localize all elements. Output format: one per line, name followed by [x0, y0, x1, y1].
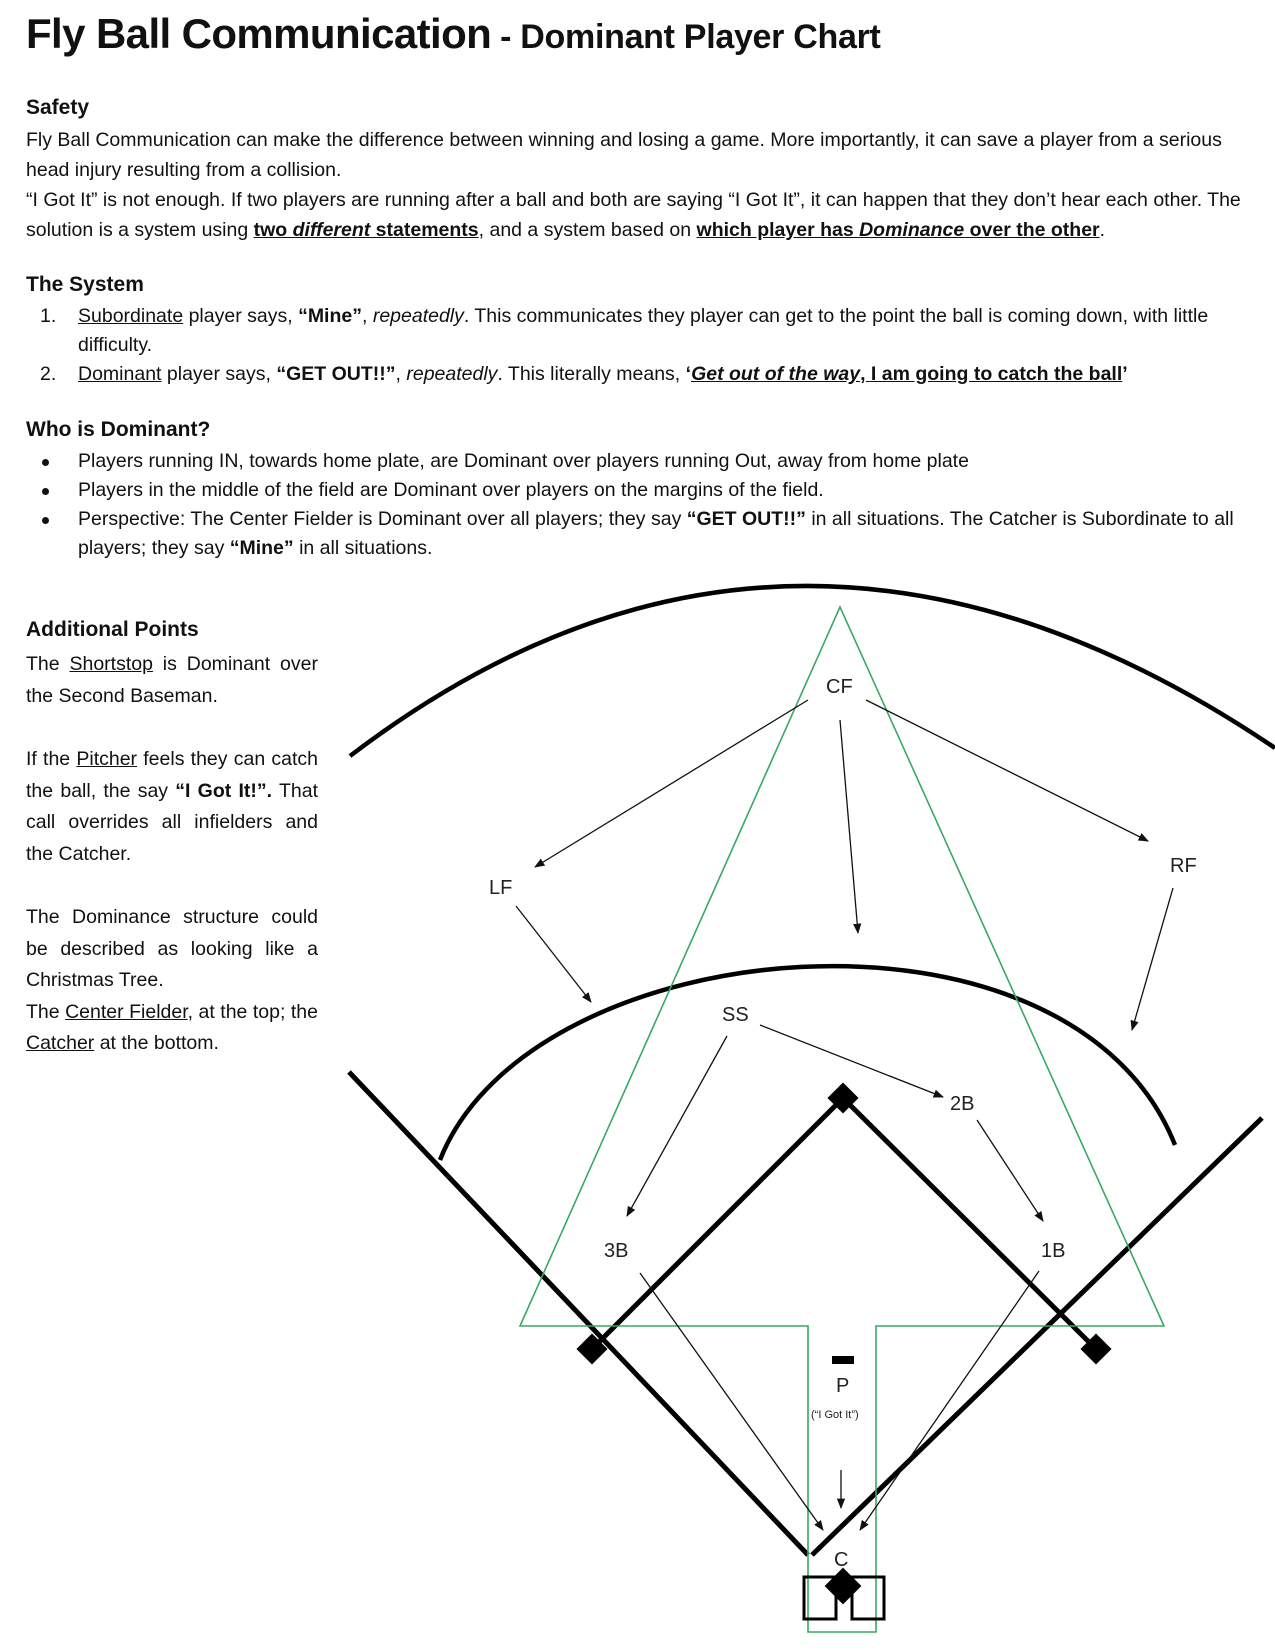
- arrow-cf-to-lf: [535, 700, 808, 867]
- safety-heading: Safety: [26, 96, 90, 119]
- title-separator: -: [500, 18, 512, 56]
- safety-paragraph-1: Fly Ball Communication can make the difference between winning and losing a game. More importantly, it can save a player from a serious head injury resulting from a collision.: [26, 129, 1222, 181]
- says-text: player says,: [183, 305, 299, 327]
- comma-text: ,: [361, 305, 373, 327]
- label-1b: 1B: [1041, 1240, 1066, 1262]
- call-get-out: “GET OUT!!”: [686, 508, 806, 530]
- label-pitcher: P: [836, 1375, 850, 1397]
- text: That call overrides all infielders and the Catcher.: [26, 779, 318, 865]
- text: If the: [26, 748, 77, 770]
- item-rest-text: . This literally means,: [497, 363, 686, 385]
- text: The: [26, 653, 70, 675]
- text: is Dominant over the Second Baseman.: [26, 653, 318, 707]
- quote-open: ‘: [685, 363, 692, 385]
- call-get-out: “GET OUT!!”: [276, 363, 396, 385]
- label-catcher: C: [834, 1549, 849, 1571]
- label-ss: SS: [722, 1004, 749, 1026]
- emph-over-other: over the other: [964, 219, 1100, 241]
- bullet-text: Players in the middle of the field are Dominant over players on the margins of the field.: [78, 479, 824, 501]
- title-main: Fly Ball Communication: [26, 10, 492, 57]
- role-dominant: Dominant: [78, 363, 162, 385]
- role-subordinate: Subordinate: [78, 305, 184, 327]
- additional-points-heading: Additional Points: [26, 618, 199, 641]
- dominance-tree-outline: [520, 607, 1164, 1632]
- label-rf: RF: [1170, 855, 1197, 877]
- center-fielder-text: Center Fielder: [65, 1000, 188, 1023]
- label-3b: 3B: [604, 1240, 629, 1262]
- text: at the bottom.: [94, 1032, 219, 1054]
- foul-line-left: [349, 1072, 808, 1555]
- call-i-got-it: “I Got It!”.: [175, 779, 273, 802]
- call-mine: “Mine”: [229, 537, 294, 559]
- title-subtitle: Dominant Player Chart: [520, 18, 881, 56]
- system-heading: The System: [26, 273, 144, 296]
- list-number: 2.: [40, 363, 57, 385]
- repeatedly-text: repeatedly: [406, 363, 498, 385]
- quote-rest: , I am going to catch the ball: [860, 363, 1123, 385]
- arrow-ss-to-2b: [760, 1025, 943, 1097]
- text: The: [26, 1000, 66, 1023]
- arrow-rf-in: [1132, 888, 1173, 1030]
- text: feels they can catch the ball, the say: [26, 748, 318, 802]
- arrow-2b-to-1b: [977, 1120, 1043, 1221]
- arrow-cf-down: [840, 720, 858, 933]
- arrow-ss-to-3b: [627, 1036, 727, 1216]
- bullet-text: Perspective: The Center Fielder is Dominant over all players; they say: [78, 508, 687, 530]
- quote-close: ’: [1122, 363, 1128, 385]
- text: , at the top; the: [187, 1000, 318, 1023]
- comma-text: ,: [395, 363, 407, 385]
- quote-italic: Get out of the way: [691, 363, 861, 385]
- safety-p2-text-e: .: [1099, 219, 1106, 241]
- label-lf: LF: [489, 877, 513, 899]
- emph-dominance: Dominance: [859, 219, 965, 241]
- says-text: player says,: [161, 363, 277, 385]
- label-2b: 2B: [950, 1093, 975, 1115]
- emph-two: two: [253, 219, 293, 241]
- emph-which-player: which player has: [696, 219, 860, 241]
- outfield-fence: [350, 586, 1275, 756]
- safety-p2-text-a: “I Got It” is not enough. If two players are running after a ball and both are saying “I Got It”, it can happen that they don’t hear each other. The solution is a system using: [26, 189, 1241, 241]
- label-pitcher-call: (“I Got It”): [811, 1409, 859, 1421]
- arrow-1b-to-c: [860, 1271, 1039, 1530]
- emph-different: different: [292, 219, 371, 241]
- repeatedly-text: repeatedly: [372, 305, 464, 327]
- bullet-text: in all situations. The Catcher is Subordinate to all players; they say: [78, 508, 1234, 559]
- bullet-text: Players running IN, towards home plate, are Dominant over players running Out, away from home plate: [78, 450, 969, 472]
- pitcher-text: Pitcher: [76, 748, 138, 770]
- label-cf: CF: [826, 676, 853, 698]
- arrow-3b-to-c: [640, 1273, 823, 1530]
- catcher-text: Catcher: [26, 1032, 95, 1054]
- emph-statements: statements: [370, 219, 479, 241]
- foul-line-right: [812, 1118, 1262, 1555]
- call-mine: “Mine”: [298, 305, 362, 327]
- list-number: 1.: [40, 305, 57, 327]
- bullet-text: in all situations.: [293, 537, 433, 559]
- who-dominant-heading: Who is Dominant?: [26, 418, 211, 441]
- arrow-lf-in: [516, 906, 591, 1002]
- safety-p2-text-c: , and a system based on: [478, 219, 697, 241]
- home-plate-icon: [825, 1568, 862, 1605]
- arrow-cf-to-rf: [866, 700, 1148, 841]
- pitcher-rubber-icon: [832, 1356, 854, 1364]
- additional-point-tree: The Dominance structure could be described as looking like a Christmas Tree.: [26, 906, 318, 991]
- shortstop-link-text: Shortstop: [69, 653, 153, 675]
- item-rest-text: . This communicates they player can get to the point the ball is coming down, with little difficulty.: [78, 305, 1209, 356]
